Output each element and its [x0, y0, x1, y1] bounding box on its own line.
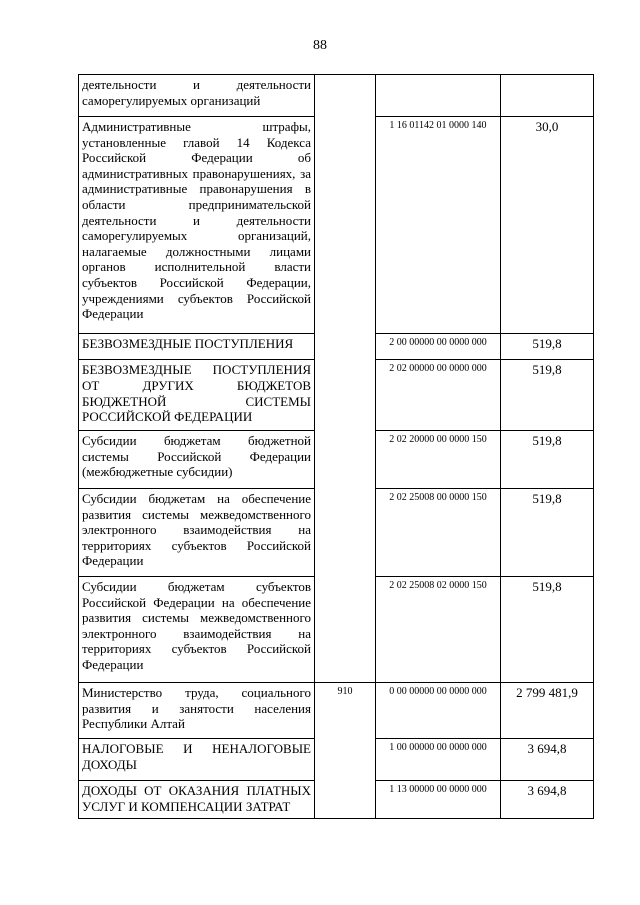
row-code: 2 02 00000 00 0000 000 [376, 360, 501, 431]
row-amount: 2 799 481,9 [501, 683, 594, 739]
row-name: НАЛОГОВЫЕ И НЕНАЛОГОВЫЕ ДОХОДЫ [79, 739, 315, 781]
row-amount: 30,0 [501, 117, 594, 334]
row-amount: 519,8 [501, 431, 594, 489]
row-amount [501, 75, 594, 117]
row-amount: 3 694,8 [501, 781, 594, 819]
row-name: ДОХОДЫ ОТ ОКАЗАНИЯ ПЛАТНЫХ УСЛУГ И КОМПЕНСАЦИИ ЗАТРАТ [79, 781, 315, 819]
row-code: 1 13 00000 00 0000 000 [376, 781, 501, 819]
page-number: 88 [313, 38, 327, 53]
row-name: Субсидии бюджетам бюджетной системы Российской Федерации (межбюджетные субсидии) [79, 431, 315, 489]
row-code: 2 02 20000 00 0000 150 [376, 431, 501, 489]
row-code: 2 00 00000 00 0000 000 [376, 334, 501, 360]
row-amount: 519,8 [501, 577, 594, 683]
row-code: 0 00 00000 00 0000 000 [376, 683, 501, 739]
row-amount: 519,8 [501, 360, 594, 431]
revenue-table [78, 74, 594, 819]
row-name: деятельности и деятельности саморегулируемых организаций [79, 75, 315, 117]
row-code: 1 16 01142 01 0000 140 [376, 117, 501, 334]
row-name: Субсидии бюджетам на обеспечение развития системы межведомственного электронного взаимодействия на территориях субъектов Российской Федерации [79, 489, 315, 577]
row-amount: 519,8 [501, 489, 594, 577]
row-name: Административные штрафы, установленные главой 14 Кодекса Российской Федерации об административных правонарушениях, за административные правонарушения в области предпринимательской деятельности и деятельности саморегулируемых организаций, налагаемые должностными лицами органов исполнительной власти субъектов Российской Федерации, учреждениями субъектов Российской Федерации [79, 117, 315, 334]
row-amount: 519,8 [501, 334, 594, 360]
row-code [376, 75, 501, 117]
row-name: Субсидии бюджетам субъектов Российской Федерации на обеспечение развития системы межведомственного электронного взаимодействия на территориях субъектов Российской Федерации [79, 577, 315, 683]
row-admin-code: 910 [315, 683, 376, 819]
row-code: 2 02 25008 00 0000 150 [376, 489, 501, 577]
row-amount: 3 694,8 [501, 739, 594, 781]
row-code: 1 00 00000 00 0000 000 [376, 739, 501, 781]
row-name: Министерство труда, социального развития и занятости населения Республики Алтай [79, 683, 315, 739]
row-admin-code [315, 75, 376, 683]
row-name: БЕЗВОЗМЕЗДНЫЕ ПОСТУПЛЕНИЯ [79, 334, 315, 360]
row-name: БЕЗВОЗМЕЗДНЫЕ ПОСТУПЛЕНИЯ ОТ ДРУГИХ БЮДЖЕТОВ БЮДЖЕТНОЙ СИСТЕМЫ РОССИЙСКОЙ ФЕДЕРАЦИИ [79, 360, 315, 431]
row-code: 2 02 25008 02 0000 150 [376, 577, 501, 683]
table-row [79, 683, 594, 739]
table-row [79, 75, 594, 117]
